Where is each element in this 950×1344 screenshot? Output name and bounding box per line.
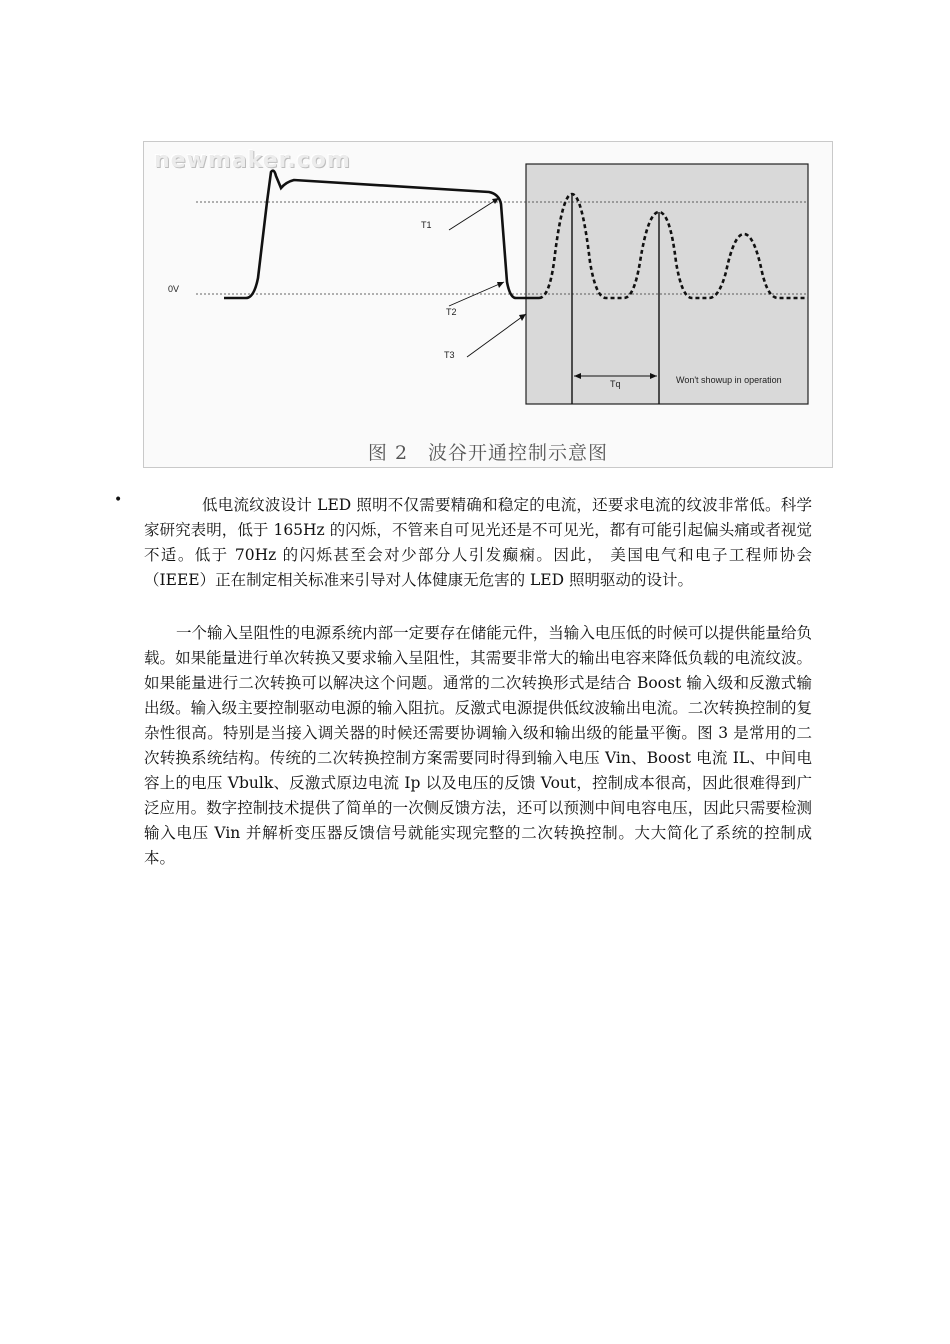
tq-label: Tq [610, 379, 621, 389]
waveform-figure [143, 141, 833, 468]
t1-label: T1 [421, 220, 432, 230]
paragraph-two-stage: 一个输入呈阻性的电源系统内部一定要存在储能元件，当输入电压低的时候可以提供能量给负载。如果能量进行单次转换又要求输入呈阻性，其需要非常大的输出电容来降低负载的电流纹波。如果能量进行二次转换可以解决这个问题。通常的二次转换形式是结合 Boost 输入级和反激式输出级。输入级主要控制驱动电源的输入阻抗。反激式电源提供低纹波输出电流。二次转换控制的复杂性很高。特别是当接入调关器的时候还需要协调输入级和输出级的能量平衡。图 3 是常用的二次转换系统结构。传统的二次转换控制方案需要同时得到输入电压 Vin、Boost 电流 IL、中间电容上的电压 Vbulk、反激式原边电流 Ip 以及电压的反馈 Vout，控制成本很高，因此很难得到广泛应用。数字控制技术提供了简单的一次侧反馈方法，还可以预测中间电容电压，因此只需要检测输入电压 Vin 并解析变压器反馈信号就能实现完整的二次转换控制。大大简化了系统的控制成本。 [144, 624, 812, 867]
figure-caption: 图 2 波谷开通控制示意图 [367, 442, 609, 464]
waveform-diagram [144, 142, 832, 467]
t1-pointer [449, 198, 499, 230]
zero-volt-label: 0V [168, 284, 180, 294]
switch-waveform [224, 171, 539, 298]
watermark-logo: newmaker.com [154, 148, 351, 173]
t3-pointer [467, 314, 526, 357]
t3-label: T3 [444, 350, 455, 360]
ringing-region [526, 164, 808, 404]
note-label: Won't showup in operation [676, 375, 782, 385]
t2-label: T2 [446, 307, 457, 317]
paragraph-led-ripple: 低电流纹波设计 LED 照明不仅需要精确和稳定的电流，还要求电流的纹波非常低。科学家研究表明，低于 165Hz 的闪烁，不管来自可见光还是不可见光，都有可能引起偏头痛或者视觉不适。低于 70Hz 的闪烁甚至会对少部分人引发癫痫。因此， 美国电气和电子工程师协会（IEEE）正在制定相关标准来引导对人体健康无危害的 LED 照明驱动的设计。 [144, 496, 812, 589]
bullet-marker: • [114, 492, 123, 508]
